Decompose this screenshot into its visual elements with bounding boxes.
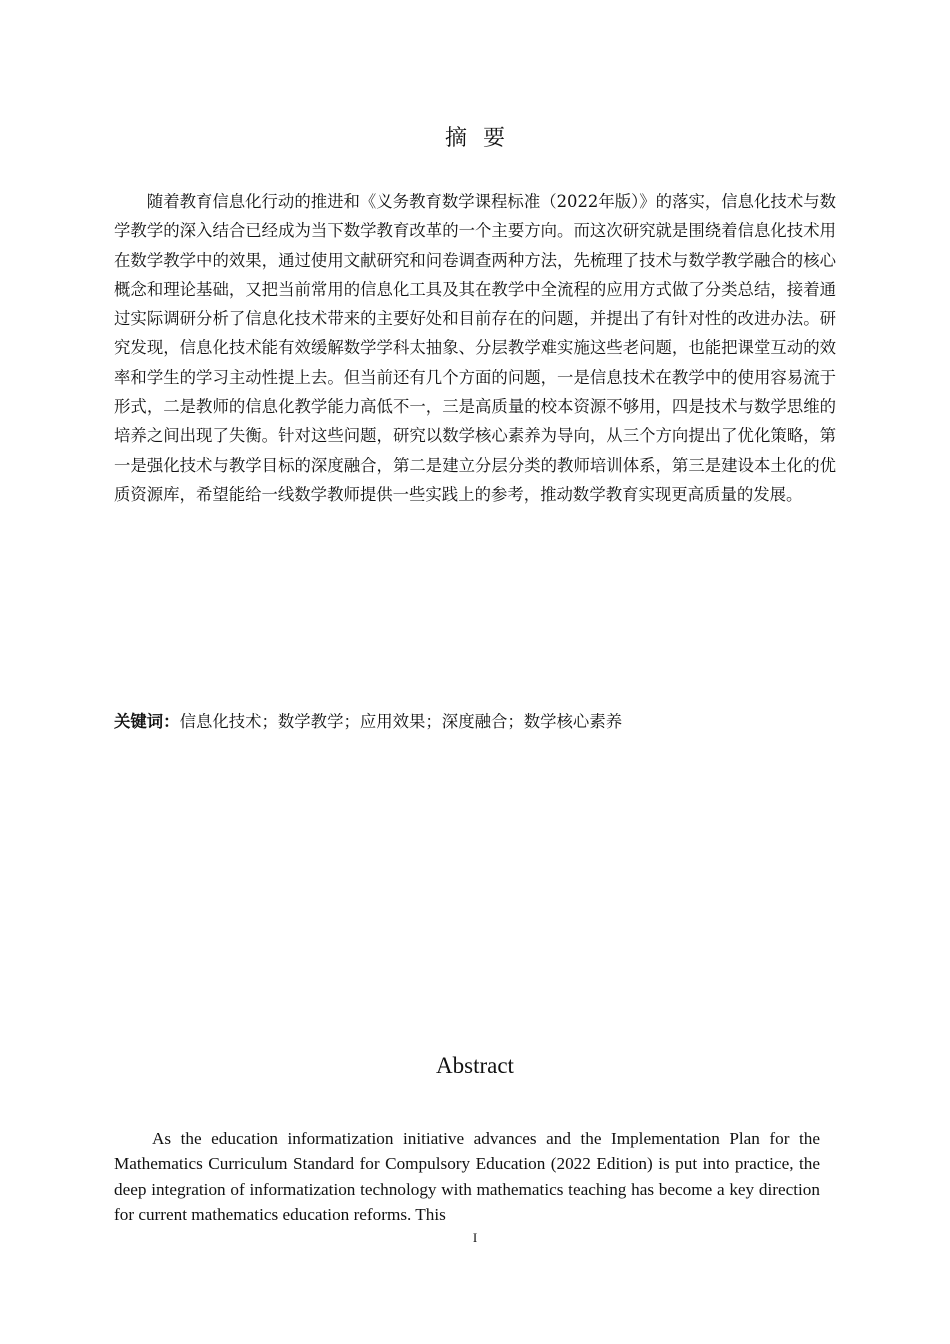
english-abstract-title: Abstract	[436, 1053, 514, 1078]
chinese-abstract-body: 随着教育信息化行动的推进和《义务教育数学课程标准（2022年版）》的落实，信息化技术与数学教学的深入结合已经成为当下数学教育改革的一个主要方向。而这次研究就是围绕着信息化技术用在数学教学中的效果，通过使用文献研究和问卷调查两种方法，先梳理了技术与数学教学融合的核心概念和理论基础，又把当前常用的信息化工具及其在教学中全流程的应用方式做了分类总结，接着通过实际调研分析了信息化技术带来的主要好处和目前存在的问题，并提出了有针对性的改进办法。研究发现，信息化技术能有效缓解数学学科太抽象、分层教学难实施这些老问题，也能把课堂互动的效率和学生的学习主动性提上去。但当前还有几个方面的问题，一是信息技术在教学中的使用容易流于形式，二是教师的信息化教学能力高低不一，三是高质量的校本资源不够用，四是技术与数学思维的培养之间出现了失衡。针对这些问题，研究以数学核心素养为导向，从三个方向提出了优化策略，第一是强化技术与教学目标的深度融合，第二是建立分层分类的教师培训体系，第三是建设本土化的优质资源库，希望能给一线数学教师提供一些实践上的参考，推动数学教育实现更高质量的发展。	[114, 192, 836, 504]
chinese-keywords	[114, 707, 836, 736]
chinese-abstract-title: 摘要	[444, 126, 521, 151]
keywords-label: 关键词：	[114, 712, 180, 731]
keywords-list: 信息化技术；数学教学；应用效果；深度融合；数学核心素养	[179, 712, 623, 731]
english-abstract-body: As the education informatization initiative advances and the Implementation Plan for the Mathematics Curriculum Standard for Compulsory Education (2022 Edition) is put into practice, the deep integration of informatization technology with mathematics teaching has become a key direction for current mathematics education reforms. This	[114, 1129, 820, 1224]
page-number: I	[472, 1230, 478, 1245]
